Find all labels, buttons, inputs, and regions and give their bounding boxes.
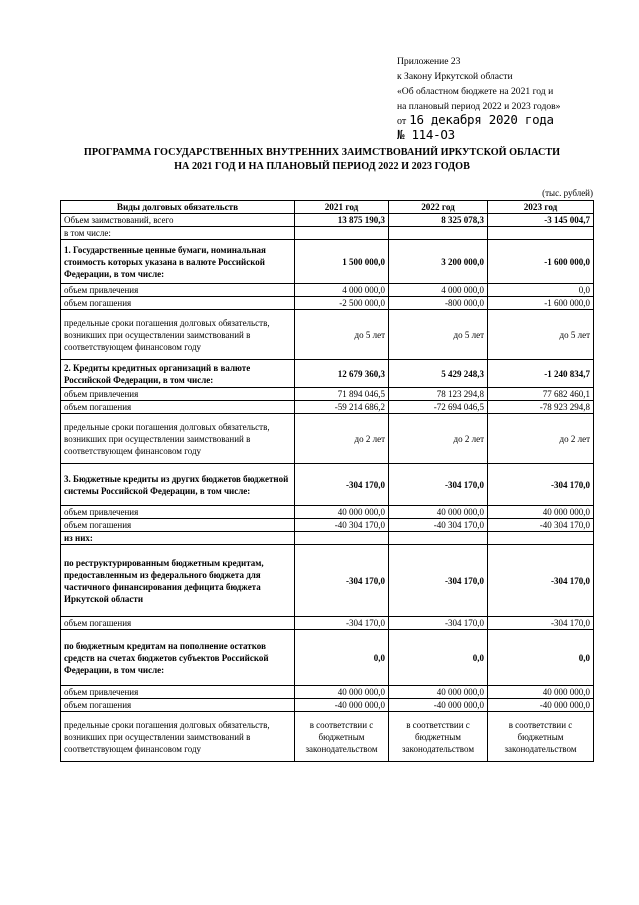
- cell-value: -2 500 000,0: [295, 297, 389, 310]
- header-2021: 2021 год: [295, 201, 389, 214]
- cell-value: [295, 532, 389, 545]
- table-row: [61, 699, 594, 712]
- row-label: объем погашения: [61, 699, 295, 712]
- row-label: объем привлечения: [61, 388, 295, 401]
- cell-value: до 5 лет: [295, 310, 389, 360]
- cell-value: 0,0: [389, 630, 488, 686]
- cell-value: -1 600 000,0: [488, 240, 594, 284]
- page-title: [60, 146, 584, 174]
- law-title-line-2: на плановый период 2022 и 2023 годов»: [397, 101, 561, 112]
- row-label: в том числе:: [61, 227, 295, 240]
- cell-value: -304 170,0: [295, 545, 389, 617]
- law-number: № 114-ОЗ: [397, 127, 455, 142]
- cell-value: -40 000 000,0: [295, 699, 389, 712]
- table-row: [61, 414, 594, 464]
- date-stamp: [397, 113, 554, 141]
- cell-value: 40 000 000,0: [488, 686, 594, 699]
- cell-value: 71 894 046,5: [295, 388, 389, 401]
- header-2022: 2022 год: [389, 201, 488, 214]
- cell-value: [488, 227, 594, 240]
- row-label: объем привлечения: [61, 284, 295, 297]
- cell-value: 1 500 000,0: [295, 240, 389, 284]
- row-label: предельные сроки погашения долговых обязательств, возникших при осуществлении заимствований в соответствующем финансовом году: [61, 414, 295, 464]
- title-line-2: НА 2021 ГОД И НА ПЛАНОВЫЙ ПЕРИОД 2022 И 2023 ГОДОВ: [174, 161, 470, 172]
- law-title-line-1: «Об областном бюджете на 2021 год и: [397, 86, 554, 97]
- table-row: [61, 297, 594, 310]
- row-label: 1. Государственные ценные бумаги, номинальная стоимость которых указана в валюте Российской Федерации, в том числе:: [61, 240, 295, 284]
- table-row: [61, 630, 594, 686]
- table-row: [61, 284, 594, 297]
- cell-value: -40 000 000,0: [488, 699, 594, 712]
- cell-value: 40 000 000,0: [295, 686, 389, 699]
- cell-value: -304 170,0: [295, 464, 389, 506]
- table-row: [61, 545, 594, 617]
- row-label: объем привлечения: [61, 506, 295, 519]
- cell-value: -304 170,0: [295, 617, 389, 630]
- header-type: Виды долговых обязательств: [61, 201, 295, 214]
- row-label: по бюджетным кредитам на пополнение остатков средств на счетах бюджетов субъектов Российской Федерации, в том числе:: [61, 630, 295, 686]
- cell-value: 12 679 360,3: [295, 360, 389, 388]
- row-label: из них:: [61, 532, 295, 545]
- cell-value: 13 875 190,3: [295, 214, 389, 227]
- cell-value: [389, 227, 488, 240]
- cell-value: -800 000,0: [389, 297, 488, 310]
- cell-value: -304 170,0: [488, 545, 594, 617]
- table-row: [61, 240, 594, 284]
- cell-value: 8 325 078,3: [389, 214, 488, 227]
- cell-value: -40 304 170,0: [295, 519, 389, 532]
- row-label: объем привлечения: [61, 686, 295, 699]
- cell-value: 0,0: [488, 630, 594, 686]
- table-row: [61, 617, 594, 630]
- row-label: предельные сроки погашения долговых обязательств, возникших при осуществлении заимствований в соответствующем финансовом году: [61, 310, 295, 360]
- cell-value: -59 214 686,2: [295, 401, 389, 414]
- cell-value: -304 170,0: [389, 545, 488, 617]
- cell-value: 40 000 000,0: [488, 506, 594, 519]
- cell-value: -304 170,0: [488, 617, 594, 630]
- cell-value: 78 123 294,8: [389, 388, 488, 401]
- row-label: объем погашения: [61, 617, 295, 630]
- cell-value: 4 000 000,0: [389, 284, 488, 297]
- table-row: [61, 310, 594, 360]
- date-value: 16 декабря 2020 года: [409, 112, 554, 127]
- cell-value: -304 170,0: [389, 617, 488, 630]
- cell-value: 40 000 000,0: [389, 686, 488, 699]
- cell-value: [295, 227, 389, 240]
- cell-value: 0,0: [295, 630, 389, 686]
- table-row: [61, 464, 594, 506]
- row-label: объем погашения: [61, 401, 295, 414]
- table-row: [61, 388, 594, 401]
- cell-value: -40 304 170,0: [389, 519, 488, 532]
- row-label: 3. Бюджетные кредиты из других бюджетов бюджетной системы Российской Федерации, в том числе:: [61, 464, 295, 506]
- row-label: предельные сроки погашения долговых обязательств, возникших при осуществлении заимствований в соответствующем финансовом году: [61, 712, 295, 762]
- cell-value: до 2 лет: [389, 414, 488, 464]
- cell-value: 40 000 000,0: [295, 506, 389, 519]
- law-reference: к Закону Иркутской области: [397, 71, 513, 82]
- row-label: по реструктурированным бюджетным кредитам, предоставленным из федерального бюджета для частичного финансирования дефицита бюджета Иркутской области: [61, 545, 295, 617]
- cell-value: до 5 лет: [389, 310, 488, 360]
- cell-value: 0,0: [488, 284, 594, 297]
- cell-value: -304 170,0: [389, 464, 488, 506]
- row-label: объем погашения: [61, 297, 295, 310]
- table-row: [61, 712, 594, 762]
- cell-value: до 2 лет: [488, 414, 594, 464]
- cell-value: -3 145 004,7: [488, 214, 594, 227]
- appendix-header: [397, 54, 632, 114]
- table-header-row: [61, 201, 594, 214]
- table-row: [61, 360, 594, 388]
- appendix-number: Приложение 23: [397, 56, 461, 67]
- cell-value: -304 170,0: [488, 464, 594, 506]
- table-row: [61, 227, 594, 240]
- cell-value: в соответствии с бюджетным законодательством: [295, 712, 389, 762]
- table-row: [61, 519, 594, 532]
- table-row: [61, 532, 594, 545]
- cell-value: до 5 лет: [488, 310, 594, 360]
- header-2023: 2023 год: [488, 201, 594, 214]
- borrowing-table: [60, 200, 594, 762]
- cell-value: -40 304 170,0: [488, 519, 594, 532]
- title-line-1: ПРОГРАММА ГОСУДАРСТВЕННЫХ ВНУТРЕННИХ ЗАИМСТВОВАНИЙ ИРКУТСКОЙ ОБЛАСТИ: [83, 147, 561, 158]
- cell-value: -78 923 294,8: [488, 401, 594, 414]
- cell-value: -72 694 046,5: [389, 401, 488, 414]
- cell-value: в соответствии с бюджетным законодательством: [488, 712, 594, 762]
- cell-value: -1 600 000,0: [488, 297, 594, 310]
- cell-value: в соответствии с бюджетным законодательством: [389, 712, 488, 762]
- cell-value: -1 240 834,7: [488, 360, 594, 388]
- cell-value: 3 200 000,0: [389, 240, 488, 284]
- cell-value: -40 000 000,0: [389, 699, 488, 712]
- row-label: 2. Кредиты кредитных организаций в валюте Российской Федерации, в том числе:: [61, 360, 295, 388]
- cell-value: 5 429 248,3: [389, 360, 488, 388]
- table-row: [61, 214, 594, 227]
- cell-value: 4 000 000,0: [295, 284, 389, 297]
- date-prefix: от: [397, 116, 407, 127]
- table-row: [61, 686, 594, 699]
- row-label: Объем заимствований, всего: [61, 214, 295, 227]
- cell-value: 40 000 000,0: [389, 506, 488, 519]
- table-row: [61, 506, 594, 519]
- cell-value: до 2 лет: [295, 414, 389, 464]
- unit-note: (тыс. рублей): [542, 188, 593, 198]
- cell-value: 77 682 460,1: [488, 388, 594, 401]
- cell-value: [389, 532, 488, 545]
- cell-value: [488, 532, 594, 545]
- row-label: объем погашения: [61, 519, 295, 532]
- table-row: [61, 401, 594, 414]
